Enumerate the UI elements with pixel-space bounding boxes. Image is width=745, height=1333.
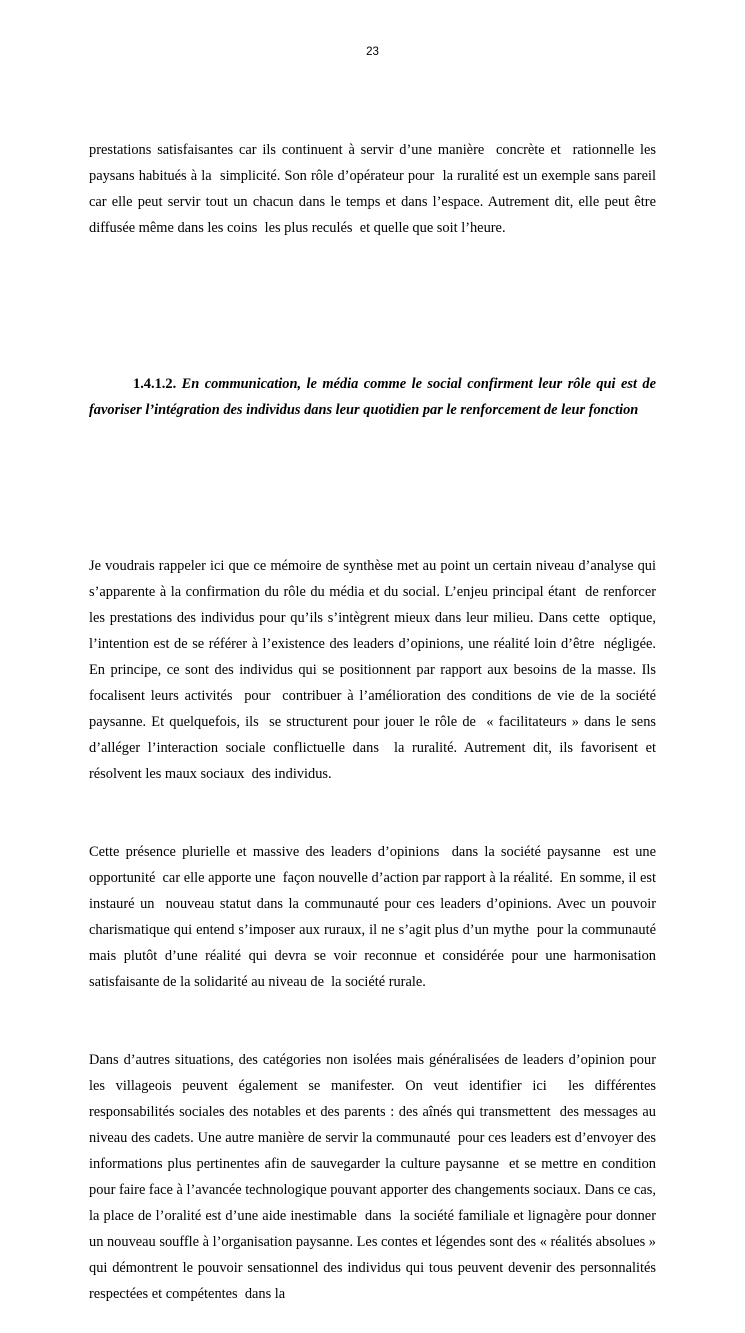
paragraph-1: prestations satisfaisantes car ils continuent à servir d’une manière concrète et rationnelle les paysans habitués à la simplicité. Son rôle d’opérateur pour la ruralité est un exemple sans pareil car elle peut servir tout un chacun dans le temps et dans l’espace. Autrement dit, elle peut être diffusée même dans les coins les plus reculés et quelle que soit l’heure. — [89, 142, 660, 236]
document-body — [89, 85, 664, 1333]
section-heading — [89, 371, 660, 423]
paragraph-3: Cette présence plurielle et massive des leaders d’opinions dans la société paysanne est une opportunité car elle apporte une façon nouvelle d’action par rapport à la réalité. En somme, il est instauré un nouveau statut dans la communauté pour ces leaders d’opinions. Avec un pouvoir charismatique qui entend s’imposer aux ruraux, il ne s’agit plus d’un mythe pour la communauté mais plutôt d’une réalité qui devra se voir reconnue et considérée pour une harmonisation satisfaisante de la solidarité au niveau de la société rurale. — [89, 844, 660, 990]
paragraph-2: Je voudrais rappeler ici que ce mémoire de synthèse met au point un certain niveau d’analyse qui s’apparente à la confirmation du rôle du média et du social. L’enjeu principal étant de renforcer les prestations des individus pour qu’ils s’intègrent mieux dans leur milieu. Dans cette optique, l’intention est de se référer à l’existence des leaders d’opinions, une réalité loin d’être négligée. En principe, ce sont des individus qui se positionnent par rapport aux besoins de la masse. Ils focalisent leurs activités pour contribuer à l’amélioration des conditions de vie de la société paysanne. Et quelquefois, ils se structurent pour jouer le rôle de « facilitateurs » dans le sens d’alléger l’interaction sociale conflictuelle dans la ruralité. Autrement dit, ils favorisent et résolvent les maux sociaux des individus. — [89, 558, 660, 782]
section-number: 1.4.1.2. — [133, 376, 177, 392]
paragraph-4: Dans d’autres situations, des catégories non isolées mais généralisées de leaders d’opinion pour les villageois peuvent également se manifester. On veut identifier ici les différentes responsabilités sociales des notables et des parents : des aînés qui transmettent des messages au niveau des cadets. Une autre manière de servir la communauté pour ces leaders est d’envoyer des informations plus pertinentes afin de sauvegarder la culture paysanne et se mettre en condition pour faire face à l’avancée technologique pouvant apporter des changements sociaux. Dans ce cas, la place de l’oralité est d’une aide inestimable dans la société familiale et lignagère pour donner un nouveau souffle à l’organisation paysanne. Les contes et légendes sont des « réalités absolues » qui démontrent le pouvoir sensationnel des individus qui tous peuvent devenir des personnalités respectées et compétentes dans la — [89, 1052, 664, 1302]
section-title: En communication, le média comme le social confirment leur rôle qui est de favoriser l’intégration des individus dans leur quotidien par le renforcement de leur fonction — [89, 376, 660, 418]
page-number: 23 — [366, 46, 379, 58]
spacer — [89, 293, 656, 319]
spacer — [89, 475, 656, 501]
